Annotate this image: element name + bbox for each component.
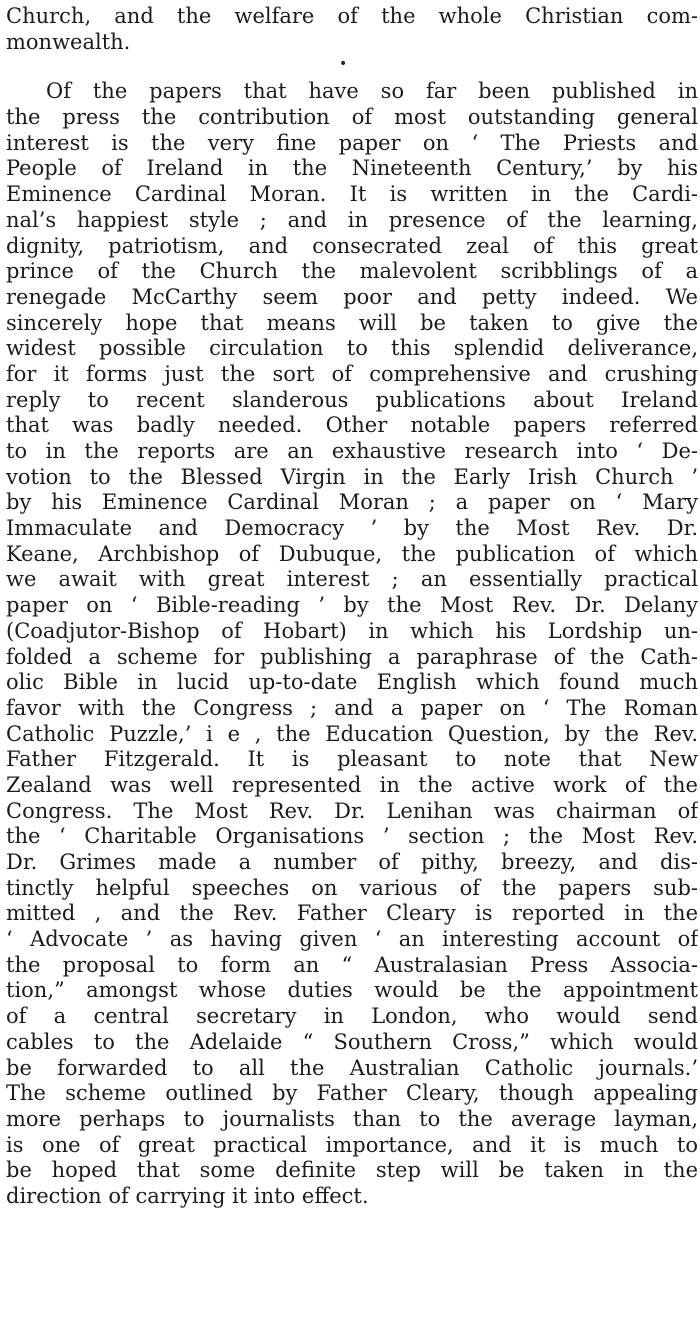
text-line: be forwarded to all the Australian Catholic journals.’ xyxy=(6,1055,698,1080)
paragraph-gap xyxy=(6,55,698,79)
text-line: olic Bible in lucid up-to-date English which found much xyxy=(6,670,698,695)
text-line: ‘ Advocate ’ as having given ‘ an interesting account of xyxy=(6,927,698,952)
text-line: for it forms just the sort of comprehensive and crushing xyxy=(6,361,698,386)
text-line: Immaculate and Democracy ’ by the Most Rev. Dr. xyxy=(6,516,698,541)
text-line: Dr. Grimes made a number of pithy, breezy, and dis- xyxy=(6,850,698,874)
text-line: of a central secretary in London, who would send xyxy=(6,1004,698,1029)
text-line: Of the papers that have so far been published in xyxy=(46,79,698,104)
paragraph-1 xyxy=(6,4,698,55)
text-line: direction of carrying it into effect. xyxy=(6,1183,369,1208)
text-line: Catholic Puzzle,’ i e , the Education Question, by the Rev. xyxy=(6,721,698,746)
paragraph-2 xyxy=(6,79,698,1209)
ink-speck: • xyxy=(339,56,348,73)
text-line: is one of great practical importance, and it is much to xyxy=(6,1132,698,1157)
text-line: votion to the Blessed Virgin in the Early Irish Church ’ xyxy=(6,464,698,489)
text-line: Church, and the welfare of the whole Christian com- xyxy=(6,4,698,28)
text-line: Keane, Archbishop of Dubuque, the publication of which xyxy=(6,541,698,566)
text-line: cables to the Adelaide “ Southern Cross,” which would xyxy=(6,1029,698,1054)
text-line: prince of the Church the malevolent scribblings of a xyxy=(6,259,698,284)
text-line: Congress. The Most Rev. Dr. Lenihan was chairman of xyxy=(6,798,698,823)
text-line: monwealth. xyxy=(6,29,131,54)
text-line: the ‘ Charitable Organisations ’ section ; the Most Rev. xyxy=(6,824,698,849)
text-line: tion,” amongst whose duties would be the appointment xyxy=(6,978,698,1003)
text-line: mitted , and the Rev. Father Cleary is reported in the xyxy=(6,901,698,926)
text-line: sincerely hope that means will be taken to give the xyxy=(6,310,698,335)
text-line: Eminence Cardinal Moran. It is written in the Cardi- xyxy=(6,182,698,207)
text-line: reply to recent slanderous publications about Ireland xyxy=(6,387,698,412)
text-line: to in the reports are an exhaustive research into ‘ De- xyxy=(6,439,698,463)
text-line: that was badly needed. Other notable papers referred xyxy=(6,413,698,438)
text-line: nal’s happiest style ; and in presence of the learning, xyxy=(6,207,698,232)
text-line: renegade McCarthy seem poor and petty indeed. We xyxy=(6,284,698,309)
text-line: People of Ireland in the Nineteenth Century,’ by his xyxy=(6,156,698,181)
text-line: favor with the Congress ; and a paper on ‘ The Roman xyxy=(6,695,698,720)
text-line: Father Fitzgerald. It is pleasant to note that New xyxy=(6,747,698,772)
text-line: paper on ‘ Bible-reading ’ by the Most Rev. Dr. Delany xyxy=(6,593,698,618)
text-line: the proposal to form an “ Australasian Press Associa- xyxy=(6,952,698,977)
text-line: interest is the very fine paper on ‘ The Priests and xyxy=(6,130,698,155)
text-line: folded a scheme for publishing a paraphrase of the Cath- xyxy=(6,644,698,669)
text-line: Zealand was well represented in the active work of the xyxy=(6,772,698,797)
text-line: we await with great interest ; an essentially practical xyxy=(6,567,698,592)
text-line: tinctly helpful speeches on various of the papers sub- xyxy=(6,875,698,900)
text-line: (Coadjutor-Bishop of Hobart) in which his Lordship un- xyxy=(6,618,698,643)
text-line: dignity, patriotism, and consecrated zeal of this great xyxy=(6,233,698,258)
text-line: the press the contribution of most outstanding general xyxy=(6,105,698,130)
text-line: by his Eminence Cardinal Moran ; a paper on ‘ Mary xyxy=(6,490,698,515)
text-line: The scheme outlined by Father Cleary, though appealing xyxy=(6,1081,698,1106)
text-line: widest possible circulation to this splendid deliverance, xyxy=(6,336,698,361)
text-line: be hoped that some definite step will be taken in the xyxy=(6,1158,698,1183)
text-line: more perhaps to journalists than to the average layman, xyxy=(6,1106,698,1131)
